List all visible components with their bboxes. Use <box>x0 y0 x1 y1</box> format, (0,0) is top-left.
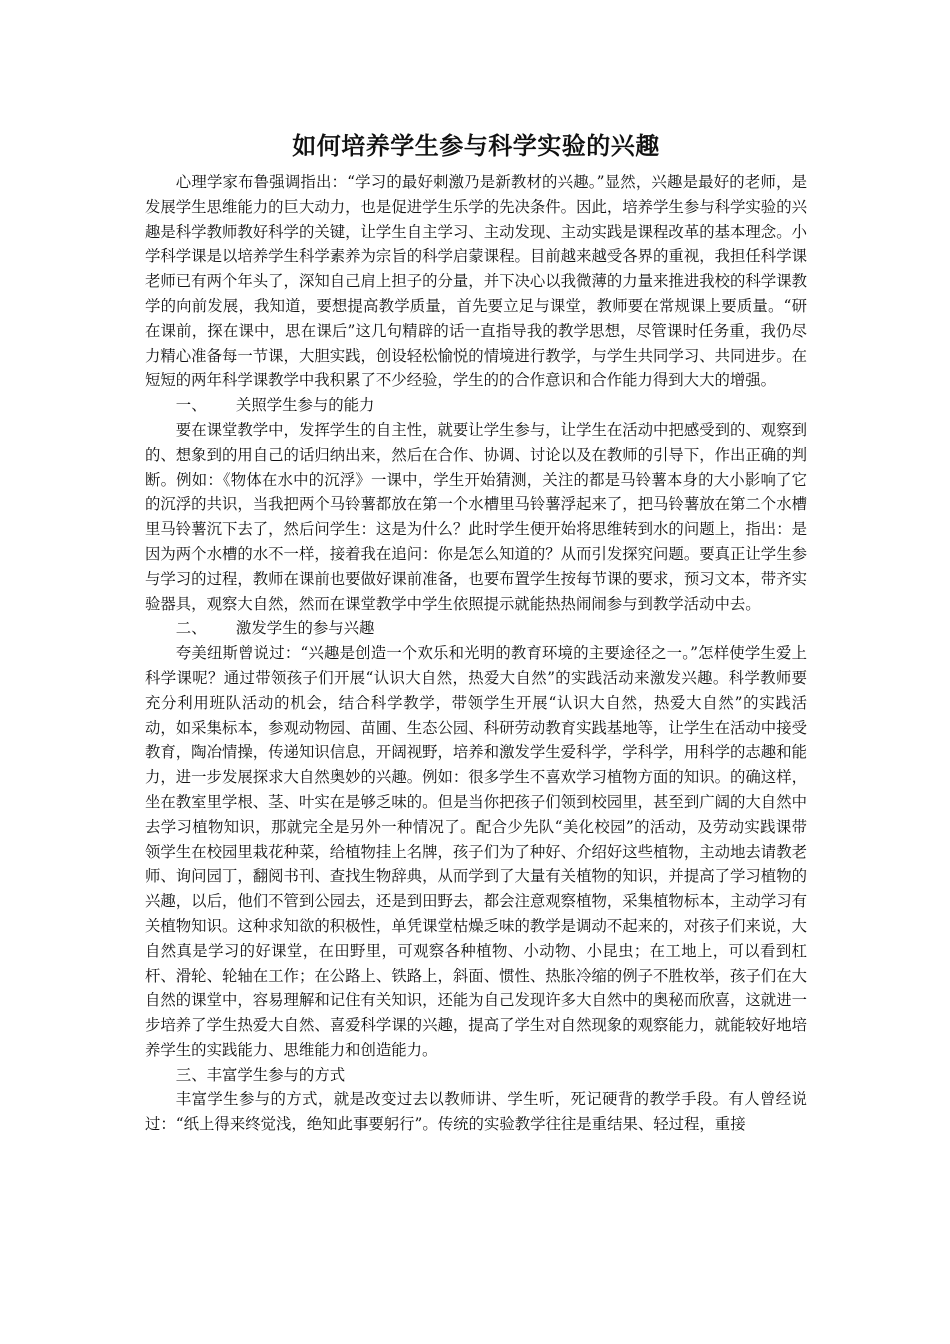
section-heading: 三、丰富学生参与的方式 <box>175 1065 346 1084</box>
body-paragraph: 心理学家布鲁强调指出：“学习的最好刺激乃是新教材的兴趣。”显然，兴趣是最好的老师，是发展学生思维能力的巨大动力，也是促进学生乐学的先决条件。因此，培养学生参与科学实验的兴趣是科学教师教好科学的关键，让学生自主学习、主动发现、主动实践是课程改革的基本理念。小学科学课是以培养学生科学素养为宗旨的科学启蒙课程。目前越来越受各界的重视，我担任科学课老师已有两个年头了，深知自己肩上担子的分量，并下决心以我微薄的力量来推进我校的科学课教学的向前发展，我知道，要想提高教学质量，首先要立足与课堂，教师要在常规课上要质量。“研在课前，探在课中，思在课后”这几句精辟的话一直指导我的教学思想，尽管课时任务重，我仍尽力精心准备每一节课，大胆实践，创设轻松愉悦的情境进行教学，与学生共同学习、共同进步。在短短的两年科学课教学中我积累了不少经验，学生的的合作意识和合作能力得到大大的增强。 <box>145 173 807 390</box>
body-paragraph: 要在课堂教学中，发挥学生的自主性，就要让学生参与，让学生在活动中把感受到的、观察到的、想象到的用自己的话归纳出来，然后在合作、协调、讨论以及在教师的引导下，作出正确的判断。例如：《物体在水中的沉浮》一课中，学生开始猜测，关注的都是马铃薯本身的大小影响了它的沉浮的共识，当我把两个马铃薯都放在第一个水槽里马铃薯浮起来了，把马铃薯放在第二个水槽里马铃薯沉下去了，然后问学生：这是为什么？此时学生便开始将思维转到水的问题上，指出：是因为两个水槽的水不一样，接着我在追问：你是怎么知道的？从而引发探究问题。要真正让学生参与学习的过程，教师在课前也要做好课前准备，也要布置学生按每节课的要求，预习文本，带齐实验器具，观察大自然，然而在课堂教学中学生依照提示就能热热闹闹参与到教学活动中去。 <box>145 420 807 613</box>
body-paragraph: 丰富学生参与的方式，就是改变过去以教师讲、学生听，死记硬背的教学手段。有人曾经说过：“纸上得来终觉浅，绝知此事要躬行”。传统的实验教学往往是重结果、轻过程，重接 <box>145 1090 807 1134</box>
body-paragraph: 夸美纽斯曾说过：“兴趣是创造一个欢乐和光明的教育环境的主要途径之一。”怎样使学生爱上科学课呢？通过带领孩子们开展“认识大自然，热爱大自然”的实践活动来激发兴趣。科学教师要充分利用班队活动的机会，结合科学教学，带领学生开展“认识大自然，热爱大自然”的实践活动，如采集标本，参观动物园、苗圃、生态公园、科研劳动教育实践基地等，让学生在活动中接受教育，陶冶情操，传递知识信息，开阔视野，培养和激发学生爱科学，学科学，用科学的志趣和能力，进一步发展探求大自然奥妙的兴趣。例如：很多学生不喜欢学习植物方面的知识。的确这样，坐在教室里学根、茎、叶实在是够乏味的。但是当你把孩子们领到校园里，甚至到广阔的大自然中去学习植物知识，那就完全是另外一种情况了。配合少先队“美化校园”的活动，及劳动实践课带领学生在校园里栽花种菜，给植物挂上名牌，孩子们为了种好、介绍好这些植物，主动地去请教老师、询问园丁，翻阅书刊、查找生物辞典，从而学到了大量有关植物的知识，并提高了学习植物的兴趣，以后，他们不管到公园去，还是到田野去，都会注意观察植物，采集植物标本，主动学习有关植物知识。这种求知欲的积极性，单凭课堂枯燥乏味的教学是调动不起来的，对孩子们来说，大自然真是学习的好课堂，在田野里，可观察各种植物、小动物、小昆虫；在工地上，可以看到杠杆、滑轮、轮轴在工作；在公路上、铁路上，斜面、惯性、热胀冷缩的例子不胜枚举，孩子们在大自然的课堂中，容易理解和记住有关知识，还能为自己发现许多大自然中的奥秘而欣喜，这就进一步培养了学生热爱大自然、喜爱科学课的兴趣，提高了学生对自然现象的观察能力，就能较好地培养学生的实践能力、思维能力和创造能力。 <box>145 644 807 1059</box>
document-title: 如何培养学生参与科学实验的兴趣 <box>292 132 660 160</box>
section-heading: 二、 激发学生的参与兴趣 <box>175 619 375 638</box>
section-heading: 一、 关照学生参与的能力 <box>175 396 375 415</box>
document-page <box>145 126 807 1137</box>
